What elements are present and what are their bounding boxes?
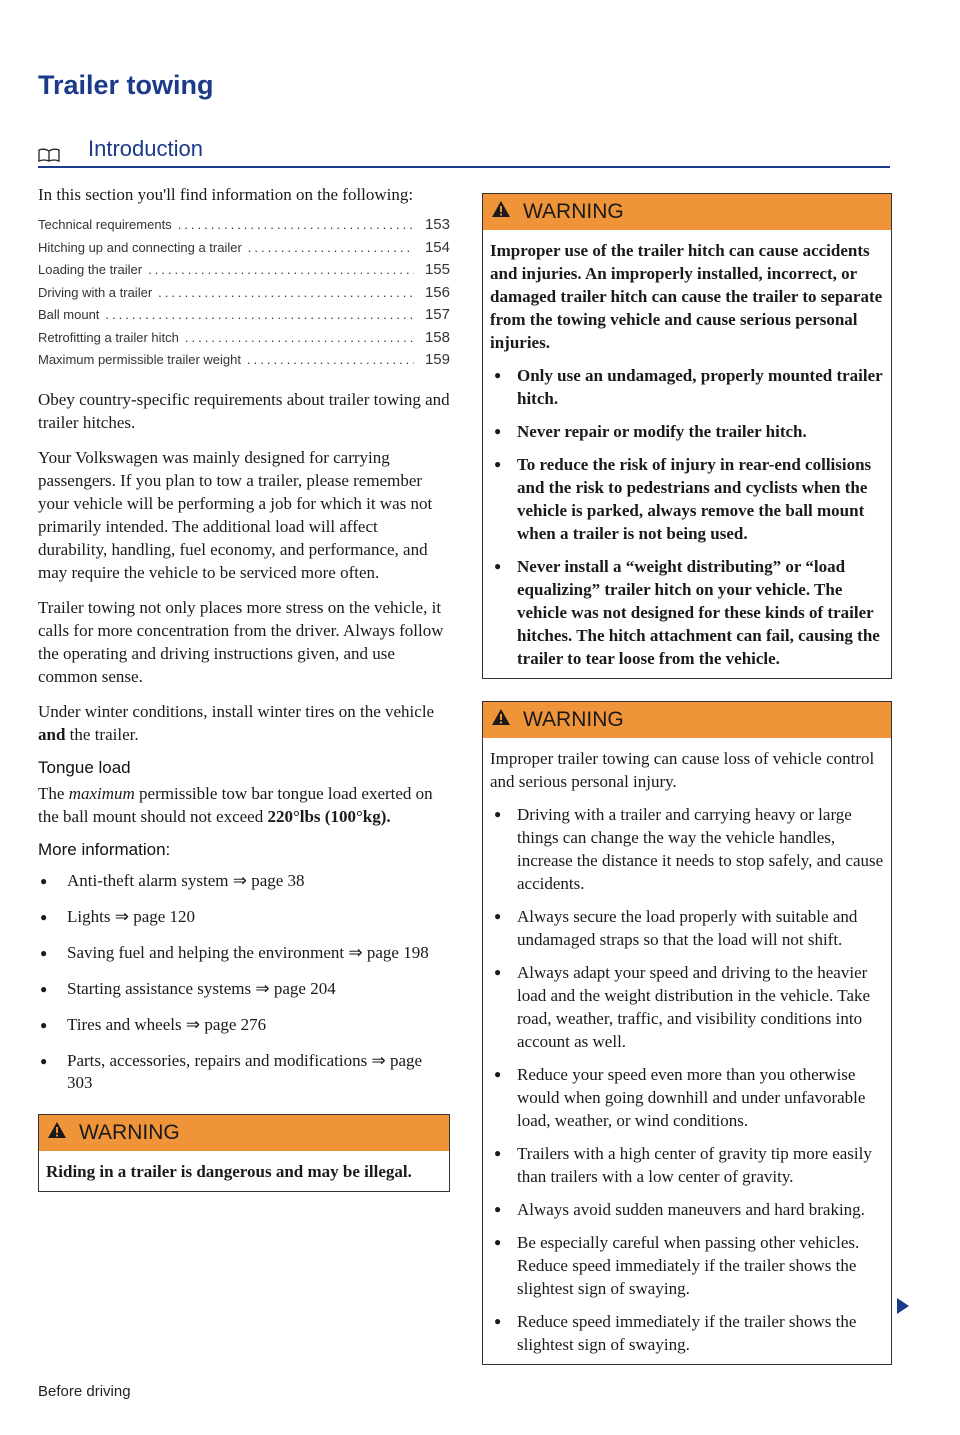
paragraph: Under winter conditions, install winter tires on the vehicle and the trailer. [38,701,435,744]
toc-label: Hitching up and connecting a trailer [38,239,242,255]
warning-icon [491,200,511,224]
more-info-heading: More information: [38,839,171,859]
page-footer: Before driving [38,1383,131,1400]
warning-item: ● Always avoid sudden maneuvers and hard braking. [490,1198,884,1221]
warning-item: ● Never install a “weight distributing” or “load equalizing” trailer hitch on your vehicle. The vehicle was not designed for these kinds of trailer hitches. The hitch attachment can fail, causing the trailer to tear loose from the vehicle. [490,555,884,670]
toc-label: Ball mount [38,307,100,322]
toc-page: 159 [424,351,450,368]
warning-list [490,364,884,670]
toc-label: Loading the trailer [38,262,143,277]
toc-page: 158 [424,328,450,346]
more-info-link[interactable]: ● Starting assistance systems ⇒ page 204 [38,978,450,1000]
toc-label: Technical requirements [38,217,172,232]
warning-item: ● Never repair or modify the trailer hitch. [490,420,884,443]
paragraph: Trailer towing not only places more stress on the vehicle, it calls for more concentration from the driver. Always follow the operating and driving instructions given, and use common sense. [38,597,444,686]
book-icon [38,142,60,156]
right-column [482,193,892,1365]
toc-item[interactable] [38,306,450,329]
warning-header [39,1115,449,1151]
warning-item: ● Always adapt your speed and driving to the heavier load and the weight distribution in the vehicle. Take road, weather, traffic, and visibility conditions into account as well. [490,961,884,1053]
warning-box [482,193,892,679]
toc-page: 153 [424,216,450,233]
toc-list [38,216,450,374]
left-column [38,183,450,1192]
warning-label: WARNING [79,1120,180,1144]
toc-item[interactable] [38,351,450,374]
section-heading [38,136,203,162]
warning-header [483,194,891,230]
toc-item[interactable] [38,239,450,262]
warning-item: ● Be especially careful when passing other vehicles. Reduce speed immediately if the trailer shows the slightest sign of swaying. [490,1231,884,1300]
warning-box [482,701,892,1365]
warning-list [490,803,884,1356]
toc-page: 155 [424,261,450,278]
paragraph: Obey country-specific requirements about trailer towing and trailer hitches. [38,389,450,432]
toc-page: 154 [424,238,450,256]
warning-item: ● To reduce the risk of injury in rear-end collisions and the risk to pedestrians and cyclists when the vehicle is parked, always remove the ball mount when a trailer is not being used. [490,453,884,545]
warning-label: WARNING [523,200,624,223]
more-info-link[interactable]: ● Saving fuel and helping the environment ⇒ page 198 [38,942,450,964]
toc-label: Retrofitting a trailer hitch [38,329,179,345]
warning-item: ● Reduce your speed even more than you otherwise would when going downhill and under unfavorable load, weather, or wind conditions. [490,1063,884,1132]
toc-item[interactable] [38,284,450,307]
section-heading-label: Introduction [88,136,203,161]
more-info-link[interactable]: ● Lights ⇒ page 120 [38,906,450,928]
page-title: Trailer towing [38,70,214,100]
toc-item[interactable] [38,216,450,239]
warning-body: Improper trailer towing can cause loss of vehicle control and serious personal injury. ● Driving with a trailer and carrying heavy or large things can change the way the vehicle handles, increase the distance it needs to stop safely, and cause accidents. ● Always secure the load properly with suitable and undamaged straps so that the load will not shift. ● Always adapt your speed and driving to the heavier load and the weight distribution in the vehicle. Take road, weather, traffic, and visibility conditions into account as well. ● Reduce your speed even more than you otherwise would when going downhill and under unfavorable load, weather, or wind conditions. ● Trailers with a high center of gravity tip more easily than trailers with a low center of gravity. ● Always avoid sudden maneuvers and hard braking. ● Be especially careful when passing other vehicles. Reduce speed immediately if the trailer shows the slightest sign of swaying. ● Reduce speed immediately if the trailer shows the slightest sign of swaying. [483,738,891,1364]
warning-icon [47,1121,67,1145]
warning-body: Improper use of the trailer hitch can cause accidents and injuries. An improperly installed, incorrect, or damaged trailer hitch can cause the trailer to separate from the towing vehicle and cause serious personal injuries. ● Only use an undamaged, properly mounted trailer hitch. ● Never repair or modify the trailer hitch. ● To reduce the risk of injury in rear-end collisions and the risk to pedestrians and cyclists when the vehicle is parked, always remove the ball mount when a trailer is not being used. ● Never install a “weight distributing” or “load equalizing” trailer hitch on your vehicle. The vehicle was not designed for these kinds of trailer hitches. The hitch attachment can fail, causing the trailer to tear loose from the vehicle. [483,230,891,678]
heading-rule [38,166,890,168]
warning-item: ● Trailers with a high center of gravity tip more easily than trailers with a low center of gravity. [490,1142,884,1188]
toc-page: 157 [424,306,450,323]
tongue-load-text: The maximum permissible tow bar tongue load exerted on the ball mount should not exceed 220°lbs (100°kg). [38,783,433,826]
toc-label: Driving with a trailer [38,284,153,300]
tongue-load-heading: Tongue load [38,757,131,777]
warning-icon [491,708,511,732]
warning-box [38,1114,450,1192]
warning-item: ● Only use an undamaged, properly mounted trailer hitch. [490,364,884,410]
more-info-link[interactable]: ● Anti-theft alarm system ⇒ page 38 [38,870,450,892]
intro-text: In this section you'll find information on the following: [38,185,414,204]
paragraph: Your Volkswagen was mainly designed for carrying passengers. If you plan to tow a trailer, please remember your vehicle will be performing a job for which it was not primarily intended. The additional load will affect durability, handling, fuel economy, and performance, and may require the vehicle to be serviced more often. [38,447,433,582]
warning-item: ● Reduce speed immediately if the trailer shows the slightest sign of swaying. [490,1310,884,1356]
more-info-link[interactable]: ● Tires and wheels ⇒ page 276 [38,1014,450,1036]
toc-page: 156 [424,283,450,301]
warning-body: Riding in a trailer is dangerous and may be illegal. [46,1161,412,1181]
toc-item[interactable] [38,329,450,352]
warning-header [483,702,891,738]
warning-label: WARNING [523,708,624,731]
toc-item[interactable] [38,261,450,284]
next-page-arrow-icon[interactable] [897,1298,909,1314]
warning-item: ● Always secure the load properly with suitable and undamaged straps so that the load will not shift. [490,905,884,951]
more-info-link[interactable]: ● Parts, accessories, repairs and modifications ⇒ page 303 [38,1050,450,1094]
more-info-list [38,870,450,1094]
warning-item: ● Driving with a trailer and carrying heavy or large things can change the way the vehicle handles, increase the distance it needs to stop safely, and cause accidents. [490,803,884,895]
toc-label: Maximum permissible trailer weight [38,352,241,367]
